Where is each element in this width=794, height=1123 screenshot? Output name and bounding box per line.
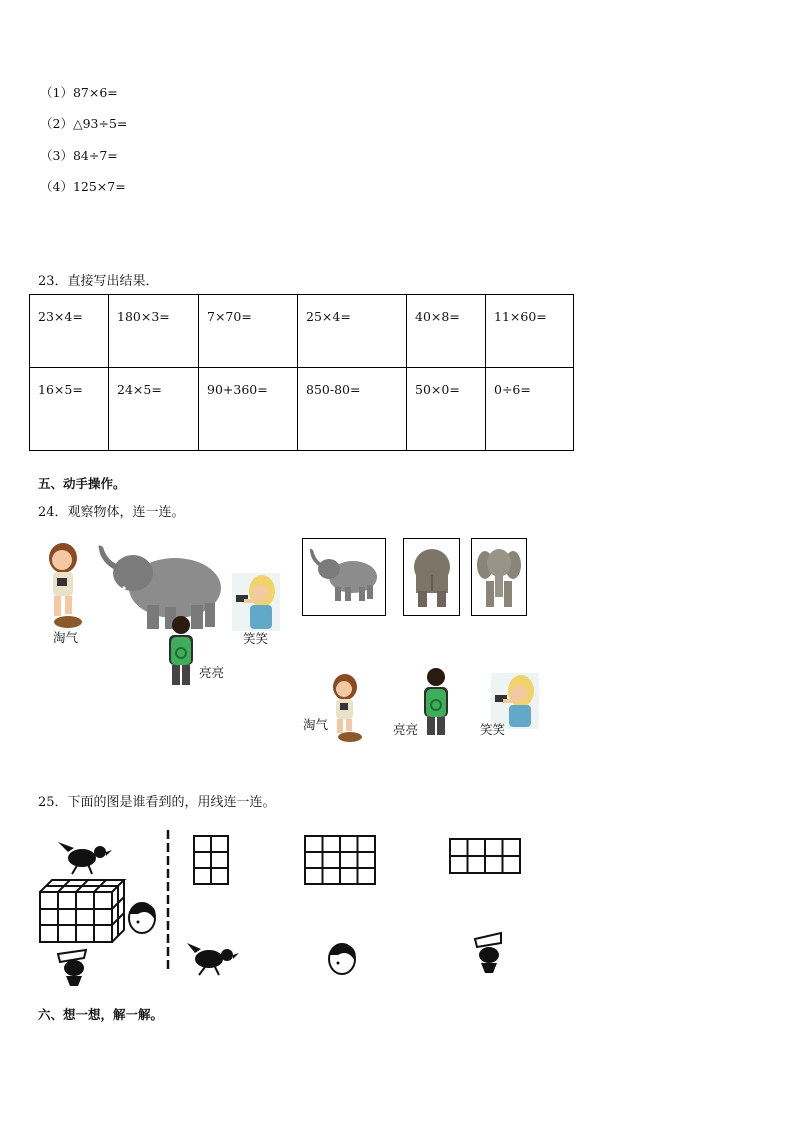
table-cell: 25×4= [298, 295, 407, 368]
table-cell: 850-80= [298, 368, 407, 451]
elephant-back-icon [410, 545, 454, 609]
table-cell: 24×5= [109, 368, 199, 451]
table-cell: 16×5= [30, 368, 109, 451]
name-taoqi-label: 淘气 [53, 630, 79, 645]
q22-item-3: （3）84÷7= [40, 148, 118, 163]
q22-item-1: （1）87×6= [40, 85, 118, 100]
section-6-heading: 六、想一想，解一解。 [38, 1007, 164, 1022]
boy-backpack-icon [420, 667, 452, 737]
name-xiaoxiao-label-2: 笑笑 [480, 722, 506, 737]
table-row [30, 295, 574, 368]
table-cell: 50×0= [407, 368, 486, 451]
table-cell: 23×4= [30, 295, 109, 368]
elephant-front-icon [477, 545, 521, 609]
elephant-side-icon [307, 547, 381, 607]
cube-stack-scene [30, 828, 180, 988]
elephant-front-view-card [471, 538, 527, 616]
table-cell: 40×8= [407, 295, 486, 368]
dashed-divider [166, 830, 170, 970]
q22-item-4: （4）125×7= [40, 179, 126, 194]
table-cell: 7×70= [199, 295, 298, 368]
name-xiaoxiao-label: 笑笑 [243, 631, 269, 646]
q22-item-2: （2）△93÷5= [40, 116, 128, 131]
grid-view-2x3 [193, 835, 231, 887]
section-5-heading: 五、动手操作。 [38, 476, 126, 491]
hat-person-icon [471, 931, 507, 975]
table-cell: 11×60= [486, 295, 574, 368]
bird-icon [185, 937, 241, 977]
q23-table [29, 294, 574, 451]
boy-face-icon [324, 937, 360, 977]
hat-person-icon [58, 950, 86, 986]
blonde-girl-camera-icon [232, 573, 280, 631]
table-cell: 0÷6= [486, 368, 574, 451]
cube-stack [40, 880, 124, 942]
q24-title: 24．观察物体，连一连。 [38, 505, 185, 520]
girl-photographer-icon [38, 540, 88, 630]
girl-photographer-icon [322, 673, 368, 743]
elephant-icon [95, 543, 225, 633]
elephant-back-view-card [403, 538, 460, 616]
name-liangliang-label-2: 亮亮 [393, 722, 419, 737]
name-taoqi-label-2: 淘气 [303, 717, 329, 732]
grid-view-4x2 [449, 838, 523, 876]
boy-backpack-icon [165, 615, 197, 687]
bird-icon [58, 842, 112, 874]
boy-face-icon [129, 903, 156, 933]
grid-view-4x3 [304, 835, 378, 887]
elephant-side-view-card [302, 538, 386, 616]
table-cell: 90+360= [199, 368, 298, 451]
q25-title: 25．下面的图是谁看到的，用线连一连。 [38, 795, 276, 810]
q23-title: 23．直接写出结果． [38, 274, 159, 289]
table-cell: 180×3= [109, 295, 199, 368]
table-row [30, 368, 574, 451]
name-liangliang-label: 亮亮 [199, 665, 225, 680]
